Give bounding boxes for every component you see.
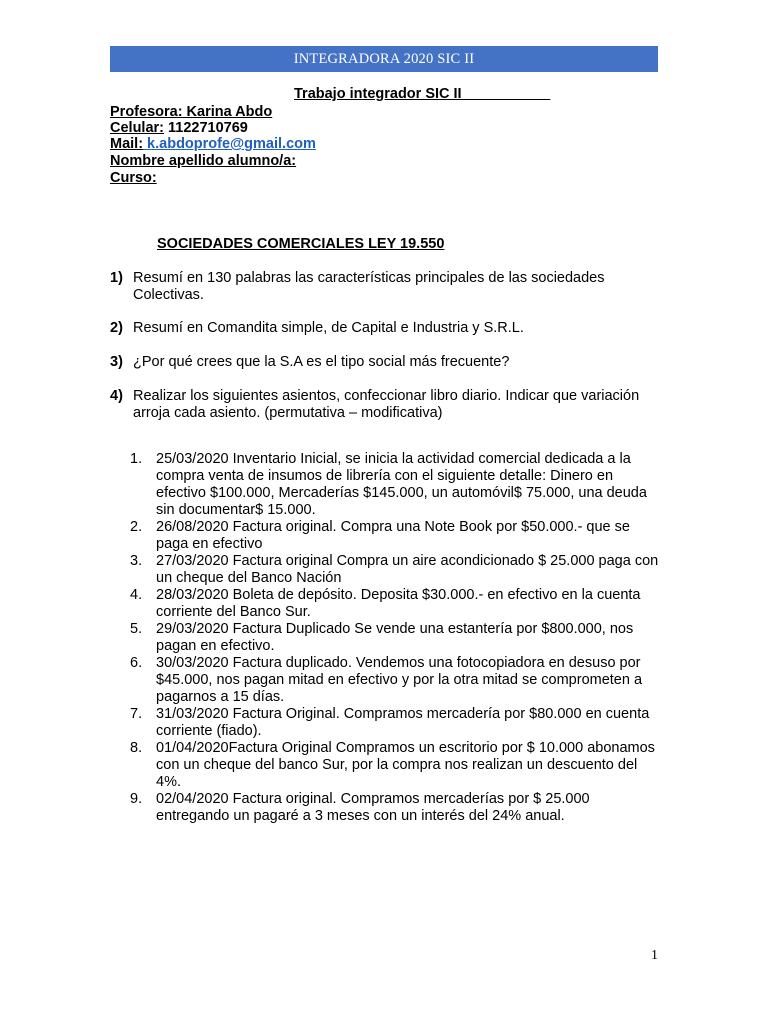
- celular-line: [110, 120, 248, 137]
- entry-number: 3.: [130, 553, 143, 569]
- profesora-label: Profesora: Karina Abdo: [110, 104, 273, 120]
- question-number: 4): [110, 388, 123, 404]
- mail-link[interactable]: k.abdoprofe@gmail.com: [143, 136, 316, 152]
- list-item: [130, 740, 660, 791]
- celular-label: Celular:: [110, 120, 164, 136]
- entry-text: 31/03/2020 Factura Original. Compramos mercadería por $80.000 en cuenta corriente (fiado).: [156, 706, 650, 739]
- header-band-text: INTEGRADORA 2020 SIC II: [293, 50, 475, 67]
- entry-text: 01/04/2020Factura Original Compramos un escritorio por $ 10.000 abonamos con un cheque del banco Sur, por la compra nos realizan un descuento del 4%.: [156, 740, 655, 790]
- list-item: [130, 587, 660, 621]
- list-item: [130, 519, 660, 553]
- list-item: [130, 451, 660, 519]
- entry-text: 28/03/2020 Boleta de depósito. Deposita $30.000.- en efectivo en la cuenta corriente del Banco Sur.: [156, 587, 641, 620]
- accounting-entries-list: [130, 451, 660, 825]
- header-band: [110, 46, 658, 72]
- alumno-line: [110, 153, 296, 170]
- entry-number: 9.: [130, 791, 143, 807]
- question-number: 3): [110, 354, 123, 370]
- question-text: Resumí en Comandita simple, de Capital e Industria y S.R.L.: [133, 320, 524, 336]
- question-number: 1): [110, 270, 123, 286]
- entry-text: 29/03/2020 Factura Duplicado Se vende una estantería por $800.000, nos pagan en efectivo.: [156, 621, 634, 654]
- entry-number: 5.: [130, 621, 143, 637]
- curso-label: Curso:: [110, 170, 157, 186]
- question-number: 2): [110, 320, 123, 336]
- document-title: Trabajo integrador SIC II___________: [294, 86, 551, 102]
- page-number: 1: [651, 948, 658, 963]
- entry-number: 7.: [130, 706, 143, 722]
- entry-text: 26/08/2020 Factura original. Compra una Note Book por $50.000.- que se paga en efectivo: [156, 519, 630, 552]
- entry-text: 27/03/2020 Factura original Compra un aire acondicionado $ 25.000 paga con un cheque del Banco Nación: [156, 553, 659, 586]
- entry-number: 2.: [130, 519, 143, 535]
- list-item: [130, 655, 660, 706]
- entry-number: 8.: [130, 740, 143, 756]
- question-text: Resumí en 130 palabras las características principales de las sociedades Colectivas.: [133, 270, 605, 303]
- entry-text: 30/03/2020 Factura duplicado. Vendemos una fotocopiadora en desuso por $45.000, nos pagan mitad en efectivo y por la otra mitad se comprometen a pagarnos a 15 días.: [156, 655, 643, 705]
- list-item: [130, 791, 660, 825]
- profesora-line: [110, 104, 272, 121]
- section-title: SOCIEDADES COMERCIALES LEY 19.550: [157, 236, 445, 252]
- alumno-label: Nombre apellido alumno/a:: [110, 153, 297, 169]
- curso-line: [110, 170, 157, 187]
- entry-number: 6.: [130, 655, 143, 671]
- mail-line: [110, 136, 316, 153]
- question-text: ¿Por qué crees que la S.A es el tipo social más frecuente?: [133, 354, 510, 370]
- list-item: [130, 621, 660, 655]
- list-item: [130, 553, 660, 587]
- entry-text: 25/03/2020 Inventario Inicial, se inicia la actividad comercial dedicada a la compra venta de insumos de librería con el siguiente detalle: Dinero en efectivo $100.000, Mercaderías $145.000, un automóvil$ 75.000, una deuda sin documentar$ 15.000.: [156, 451, 647, 518]
- entry-number: 1.: [130, 451, 143, 467]
- entry-text: 02/04/2020 Factura original. Compramos mercaderías por $ 25.000 entregando un pagaré a 3 meses con un interés del 24% anual.: [156, 791, 590, 824]
- entry-number: 4.: [130, 587, 143, 603]
- mail-label: Mail:: [110, 136, 144, 152]
- celular-value: 1122710769: [164, 120, 248, 136]
- question-text: Realizar los siguientes asientos, confeccionar libro diario. Indicar que variación arroja cada asiento. (permutativa – modificativa): [133, 388, 640, 421]
- list-item: [130, 706, 660, 740]
